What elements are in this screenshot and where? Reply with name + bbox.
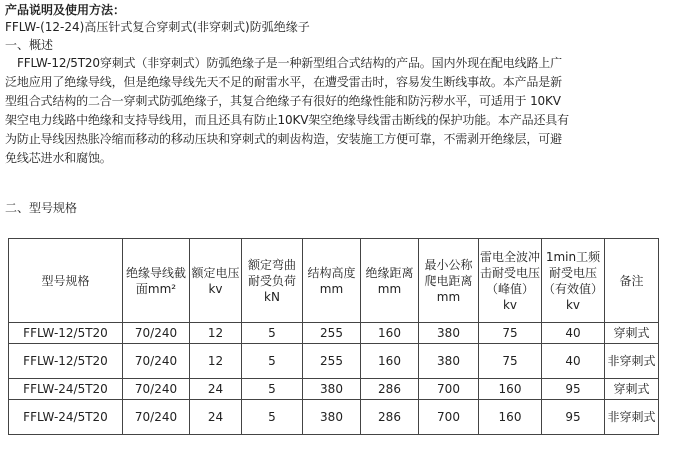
specs-heading: 二、型号规格 [5,201,78,215]
cell-bending-load: 5 [242,400,303,435]
cell-creepage-distance: 380 [419,323,479,344]
cell-insulation-distance: 160 [361,323,419,344]
header-creepage-distance: 最小公称爬电距离mm [419,239,479,323]
cell-rated-voltage: 12 [190,344,242,379]
cell-remarks: 穿刺式 [605,323,659,344]
cell-insulation-distance: 286 [361,400,419,435]
cell-insulation-distance: 286 [361,379,419,400]
cell-lightning-impulse: 75 [479,323,542,344]
cell-bending-load: 5 [242,323,303,344]
header-bending-load: 额定弯曲耐受负荷kN [242,239,303,323]
header-remarks: 备注 [605,239,659,323]
cell-model: FFLW-12/5T20 [9,344,123,379]
header-model: 型号规格 [9,239,123,323]
cell-bending-load: 5 [242,379,303,400]
header-rated-voltage: 额定电压kv [190,239,242,323]
document-body [5,2,675,168]
header-insulation-distance: 绝缘距离mm [361,239,419,323]
overview-line: FFLW-12/5T20穿刺式（非穿刺式）防弧绝缘子是一种新型组合式结构的产品。国内外现在配电线路上广 [17,56,562,70]
cell-remarks: 非穿刺式 [605,400,659,435]
cell-bending-load: 5 [242,344,303,379]
cell-cross-section: 70/240 [123,379,190,400]
cell-power-frequency: 95 [542,400,605,435]
table-row [9,400,659,435]
cell-creepage-distance: 700 [419,400,479,435]
header-structure-height: 结构高度mm [303,239,361,323]
cell-creepage-distance: 380 [419,344,479,379]
header-cross-section: 绝缘导线截面mm² [123,239,190,323]
overview-line: 架空电力线路中绝缘和支持导线用，而且还具有防止10KV架空绝缘导线雷击断线的保护功能。本产品还具有 [5,113,570,127]
cell-structure-height: 255 [303,344,361,379]
header-power-frequency: 1min工频耐受电压（有效值）kv [542,239,605,323]
cell-model: FFLW-24/5T20 [9,400,123,435]
overview-heading: 一、概述 [5,38,54,52]
cell-cross-section: 70/240 [123,400,190,435]
cell-creepage-distance: 700 [419,379,479,400]
table-header-row [9,239,659,323]
table-row [9,379,659,400]
cell-insulation-distance: 160 [361,344,419,379]
overview-line: 为防止导线因热胀冷缩而移动的移动压块和穿刺式的刺齿构造，安装施工方便可靠，不需剥开绝缘层，可避 [5,132,562,146]
overview-line: 泛地应用了绝缘导线，但是绝缘导线先天不足的耐雷水平，在遭受雷击时，容易发生断线事故。本产品是新 [5,75,562,89]
spec-table [8,238,659,435]
product-title: 产品说明及使用方法： [5,3,126,17]
cell-structure-height: 380 [303,379,361,400]
cell-structure-height: 255 [303,323,361,344]
overview-line: 型组合式结构的二合一穿刺式防弧绝缘子，其复合绝缘子有很好的绝缘性能和防污秽水平，可适用于 10KV [5,94,561,108]
cell-structure-height: 380 [303,400,361,435]
table-row [9,344,659,379]
cell-cross-section: 70/240 [123,344,190,379]
product-subtitle: FFLW-(12-24)高压针式复合穿刺式(非穿刺式)防弧绝缘子 [5,20,310,34]
cell-power-frequency: 40 [542,323,605,344]
cell-remarks: 非穿刺式 [605,344,659,379]
table-row [9,323,659,344]
cell-model: FFLW-24/5T20 [9,379,123,400]
cell-lightning-impulse: 160 [479,379,542,400]
header-lightning-impulse: 雷电全波冲击耐受电压（峰值）kv [479,239,542,323]
cell-power-frequency: 95 [542,379,605,400]
overview-paragraph [5,54,675,168]
cell-rated-voltage: 24 [190,379,242,400]
cell-power-frequency: 40 [542,344,605,379]
cell-lightning-impulse: 75 [479,344,542,379]
cell-cross-section: 70/240 [123,323,190,344]
cell-remarks: 穿刺式 [605,379,659,400]
cell-rated-voltage: 24 [190,400,242,435]
cell-model: FFLW-12/5T20 [9,323,123,344]
cell-rated-voltage: 12 [190,323,242,344]
cell-lightning-impulse: 160 [479,400,542,435]
overview-line: 免线芯进水和腐蚀。 [5,151,112,165]
